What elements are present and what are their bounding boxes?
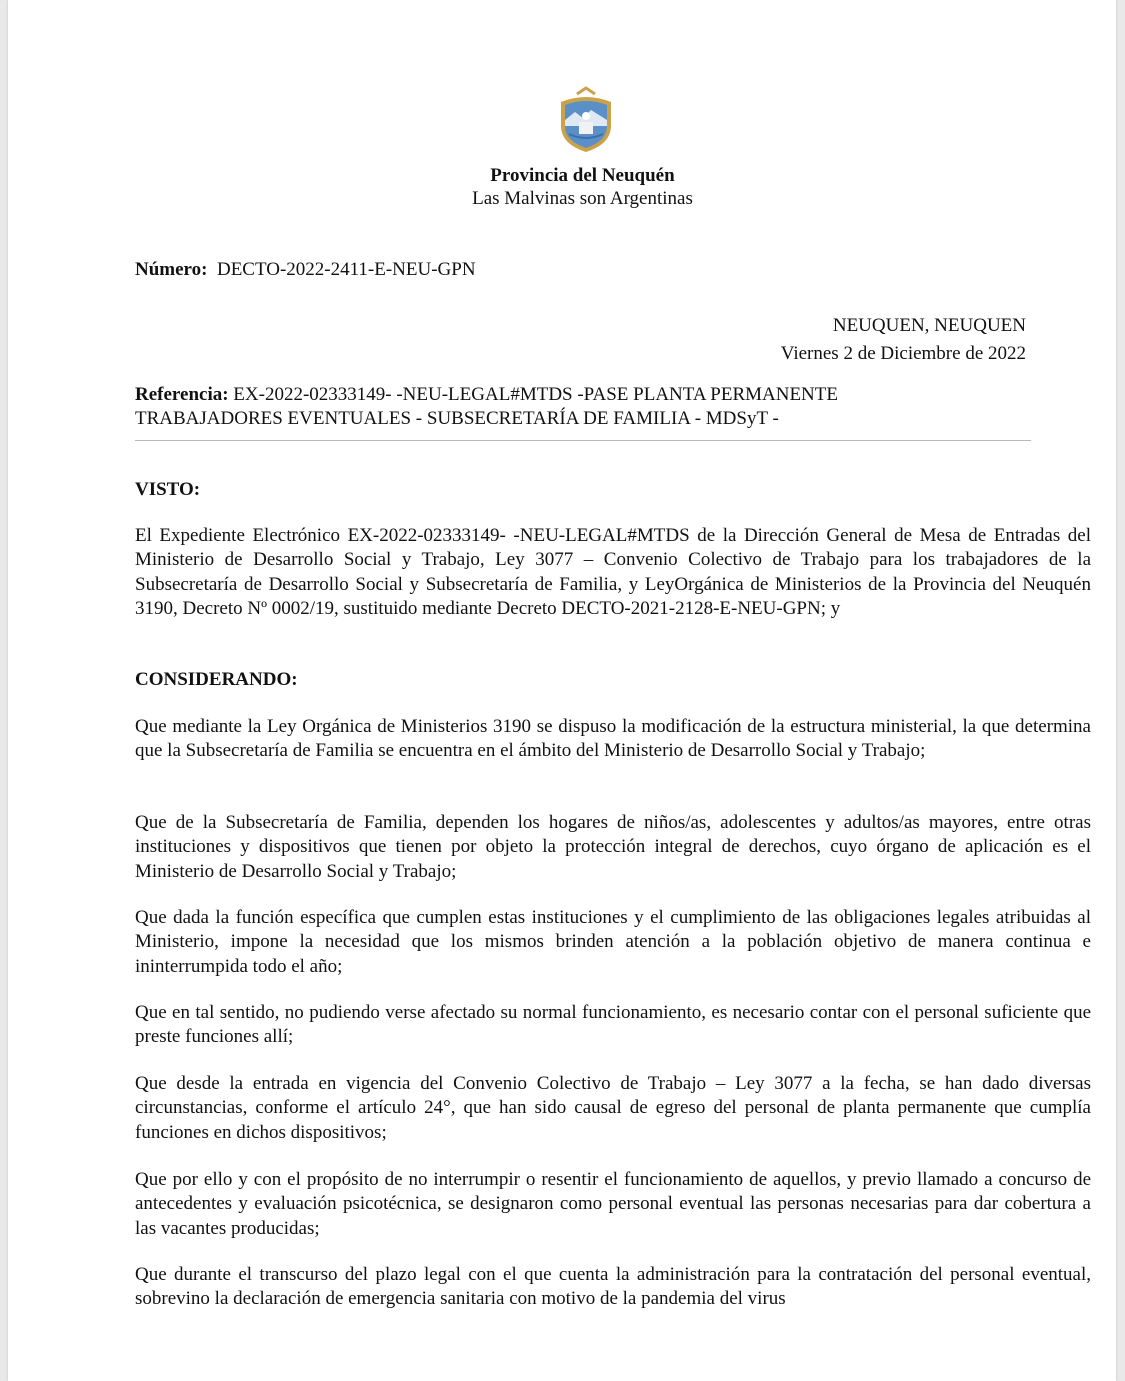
considerando-paragraph: Que por ello y con el propósito de no interrumpir o resentir el funcionamiento de aquellos, y previo llamado a concurso de antecedentes y evaluación psicotécnica, se designaron como personal eventual las personas necesarias para dar cobertura a las vacantes producidas; (135, 1169, 1091, 1239)
reference-label: Referencia: (135, 384, 229, 405)
considerando-paragraph: Que en tal sentido, no pudiendo verse afectado su normal funcionamiento, es necesario contar con el personal suficiente que preste funciones allí; (135, 1002, 1091, 1048)
place-and-date (781, 312, 1026, 368)
divider (135, 440, 1031, 441)
coat-of-arms-icon (555, 86, 617, 154)
document-number-label: Número: (135, 259, 208, 280)
considerando-heading: CONSIDERANDO: (135, 669, 298, 690)
considerando-paragraph: Que durante el transcurso del plazo legal con el que cuenta la administración para la contratación del personal eventual, sobrevino la declaración de emergencia sanitaria con motivo de la pandemia del virus (135, 1264, 1091, 1310)
visto-heading: VISTO: (135, 479, 201, 500)
reference-value: EX-2022-02333149- -NEU-LEGAL#MTDS -PASE PLANTA PERMANENTE TRABAJADORES EVENTUALES - SUBSECRETARÍA DE FAMILIA - MDSyT - (135, 384, 838, 429)
considerando-paragraph: Que mediante la Ley Orgánica de Ministerios 3190 se dispuso la modificación de la estructura ministerial, la que determina que la Subsecretaría de Familia se encuentra en el ámbito del Ministerio de Desarrollo Social y Trabajo; (135, 716, 1091, 762)
reference (135, 383, 935, 431)
document-page (8, 0, 1116, 1381)
date: Viernes 2 de Diciembre de 2022 (780, 343, 1026, 364)
considerando-paragraph: Que dada la función específica que cumplen estas instituciones y el cumplimiento de las obligaciones legales atribuidas al Ministerio, impone la necesidad que los mismos brinden atención a la población objetivo de manera continua e ininterrumpida todo el año; (135, 907, 1091, 977)
considerando-paragraph: Que desde la entrada en vigencia del Convenio Colectivo de Trabajo – Ley 3077 a la fecha, se han dado diversas circunstancias, conforme el artículo 24°, que han sido causal de egreso del personal de planta permanente que cumplía funciones en dichos dispositivos; (135, 1073, 1091, 1143)
header-title: Provincia del Neuquén (490, 165, 675, 186)
document-number-value: DECTO-2022-2411-E-NEU-GPN (216, 259, 476, 280)
place: NEUQUEN, NEUQUEN (832, 315, 1026, 336)
header-subtitle: Las Malvinas son Argentinas (472, 188, 693, 209)
considerando-paragraph: Que de la Subsecretaría de Familia, dependen los hogares de niños/as, adolescentes y adultos/as mayores, entre otras instituciones y dispositivos que tienen por objeto la protección integral de derechos, cuyo órgano de aplicación es el Ministerio de Desarrollo Social y Trabajo; (135, 812, 1091, 882)
document-number (135, 259, 476, 281)
visto-paragraph: El Expediente Electrónico EX-2022-02333149- -NEU-LEGAL#MTDS de la Dirección General de Mesa de Entradas del Ministerio de Desarrollo Social y Trabajo, Ley 3077 – Convenio Colectivo de Trabajo para los trabajadores de la Subsecretaría de Desarrollo Social y Subsecretaría de Familia, y LeyOrgánica de Ministerios de la Provincia del Neuquén 3190, Decreto Nº 0002/19, sustituido mediante Decreto DECTO-2021-2128-E-NEU-GPN; y (135, 525, 1091, 620)
